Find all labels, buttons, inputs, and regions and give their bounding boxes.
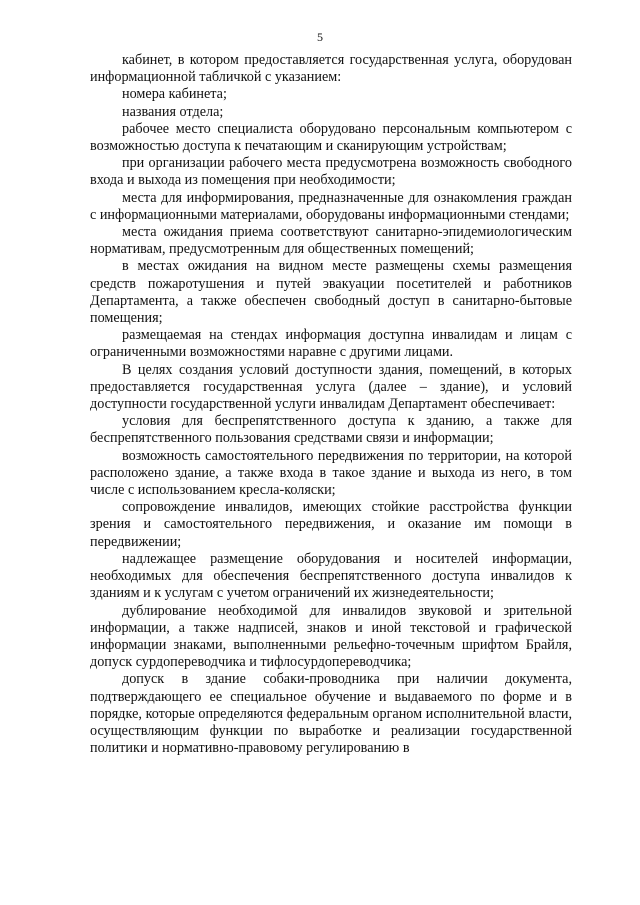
page-number: 5 bbox=[317, 30, 323, 44]
paragraph-guide-dog-admission: допуск в здание собаки-проводника при наличии документа, подтверждающего ее специальное обучение и выдаваемого по форме и в порядке, которые определяются федеральным органом исполнительной власти, осуществляющим функции по выработке и реализации государственной политики и нормативно-правовому регулированию в bbox=[90, 671, 572, 757]
paragraph-information-stands: места для информирования, предназначенные для ознакомления граждан с информационными материалами, оборудованы информационными стендами; bbox=[90, 189, 572, 223]
paragraph-braille-duplication: дублирование необходимой для инвалидов звуковой и зрительной информации, а также надписей, знаков и иной текстовой и графической информации знаками, выполненными рельефно-точечным шрифтом Брайля, допуск сурдопереводчика и тифлосурдопереводчика; bbox=[90, 602, 572, 671]
paragraph-waiting-areas: места ожидания приема соответствуют санитарно-эпидемиологическим нормативам, предусмотренным для общественных помещений; bbox=[90, 224, 572, 258]
paragraph-unobstructed-access: условия для беспрепятственного доступа к зданию, а также для беспрепятственного пользования средствами связи и информации; bbox=[90, 413, 572, 447]
paragraph-office-signage: кабинет, в котором предоставляется государственная услуга, оборудован информационной табличкой с указанием: bbox=[90, 52, 572, 86]
paragraph-workstation-equipment: рабочее место специалиста оборудовано персональным компьютером с возможностью доступа к печатающим и сканирующим устройствам; bbox=[90, 120, 572, 155]
paragraph-equipment-placement: надлежащее размещение оборудования и носителей информации, необходимых для обеспечения беспрепятственного доступа инвалидов к зданиям и к услугам с учетом ограничений их жизнедеятельности; bbox=[90, 550, 572, 602]
document-body bbox=[90, 52, 572, 757]
paragraph-independent-movement: возможность самостоятельного передвижения по территории, на которой расположено здание, а также входа в такое здание и выхода из него, в том числе с использованием кресла-коляски; bbox=[90, 447, 572, 499]
paragraph-accessibility-intro: В целях создания условий доступности здания, помещений, в которых предоставляется государственная услуга (далее – здание), и условий доступности государственной услуги инвалидам Департамент обеспечивает: bbox=[90, 361, 572, 413]
paragraph-room-numbers: номера кабинета; bbox=[122, 86, 227, 103]
paragraph-escort-assistance: сопровождение инвалидов, имеющих стойкие расстройства функции зрения и самостоятельного передвижения, и оказание им помощи в передвижении; bbox=[90, 499, 572, 550]
paragraph-evacuation-schemes: в местах ожидания на видном месте размещены схемы размещения средств пожаротушения и путей эвакуации посетителей и работников Департамента, а также обеспечен свободный доступ в санитарно-бытовые помещения; bbox=[90, 258, 572, 327]
paragraph-department-names: названия отдела; bbox=[122, 103, 224, 120]
paragraph-accessible-information: размещаемая на стендах информация доступна инвалидам и лицам с ограниченными возможностями наравне с другими лицами. bbox=[90, 327, 572, 361]
paragraph-free-access: при организации рабочего места предусмотрена возможность свободного входа и выхода из помещения при необходимости; bbox=[90, 155, 572, 189]
